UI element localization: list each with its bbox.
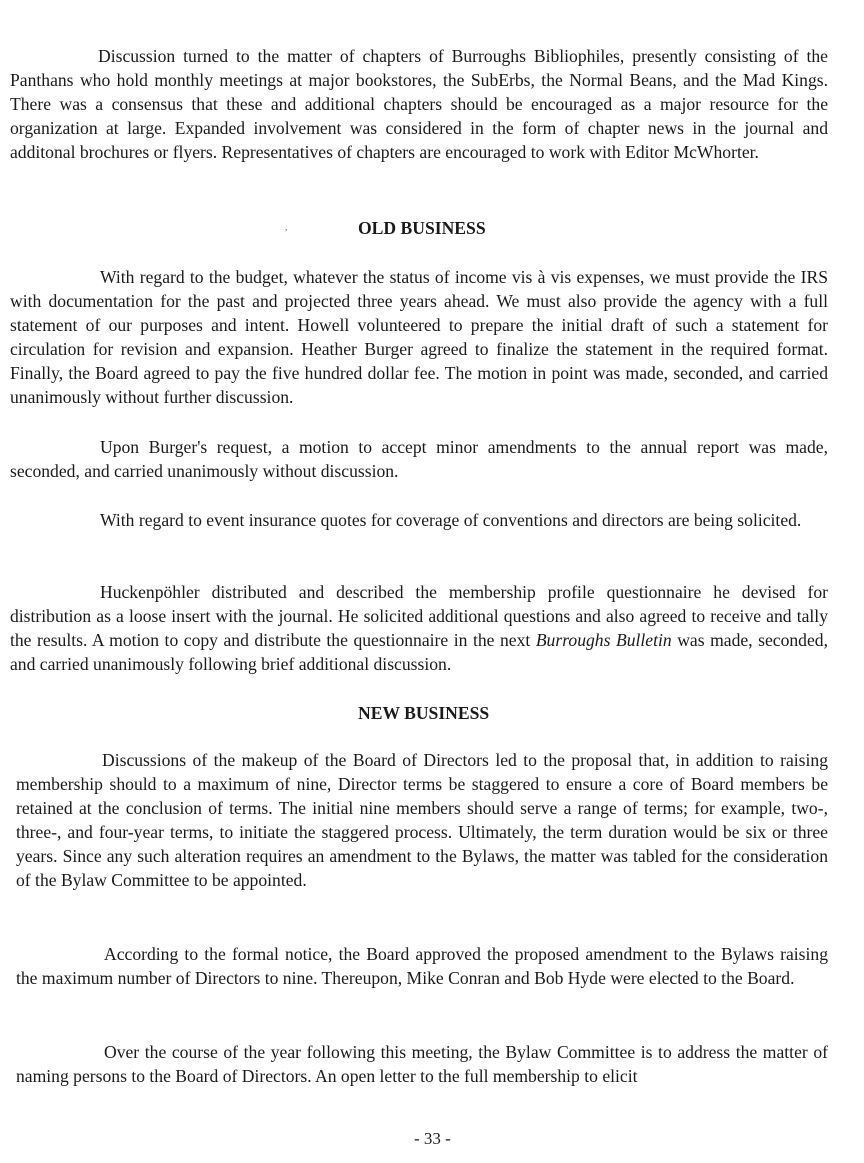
bulletin-title: Burroughs Bulletin <box>535 630 672 650</box>
paragraph-bylaws-amendment: According to the formal notice, the Board approved the proposed amendment to the Bylaws raising the maximum number of Directors to nine. Thereupon, Mike Conran and Bob Hyde were elected to the Board. <box>16 944 828 988</box>
questionnaire-text-end: was made, seconded, and carried unanimously following brief additional discussion. <box>10 630 828 674</box>
paragraph-budget: With regard to the budget, whatever the status of income vis à vis expenses, we must provide the IRS with documentation for the past and projected three years ahead. We must also provide the agency with a full statement of our purposes and intent. Howell volunteered to prepare the initial draft of such a statement for circulation for revision and expansion. Heather Burger agreed to finalize the statement in the required format. Finally, the Board agreed to pay the five hundred dollar fee. The motion in point was made, seconded, and carried unanimously without further discussion. <box>10 267 828 407</box>
page-number: - 33 - <box>414 1129 451 1148</box>
scan-speck: , <box>285 222 288 232</box>
paragraph-questionnaire <box>10 580 828 676</box>
paragraph-annual-report: Upon Burger's request, a motion to accept minor amendments to the annual report was made, seconded, and carried unanimously without discussion. <box>10 437 828 481</box>
paragraph-insurance: With regard to event insurance quotes for coverage of conventions and directors are being solicited. <box>100 510 802 530</box>
paragraph-chapters: Discussion turned to the matter of chapters of Burroughs Bibliophiles, presently consisting of the Panthans who hold monthly meetings at major bookstores, the SubErbs, the Normal Beans, and the Mad Kings. There was a consensus that these and additional chapters should be encouraged as a major resource for the organization at large. Expanded involvement was considered in the form of chapter news in the journal and additonal brochures or flyers. Representatives of chapters are encouraged to work with Editor McWhorter. <box>10 46 828 162</box>
heading-new-business: NEW BUSINESS <box>358 703 490 723</box>
heading-old-business: OLD BUSINESS <box>358 218 486 238</box>
questionnaire-text-start: Huckenpöhler distributed and described the membership profile questionnaire he devised for distribution as a loose insert with the journal. He solicited additional questions and also agreed to receive and tally the results. A motion to copy and distribute the questionnaire in the next <box>10 582 828 650</box>
paragraph-board-makeup: Discussions of the makeup of the Board of Directors led to the proposal that, in addition to raising membership should to a maximum of nine, Director terms be staggered to ensure a core of Board members be retained at the conclusion of terms. The initial nine members should serve a range of terms; for example, two-, three-, and four-year terms, to initiate the staggered process. Ultimately, the term duration would be six or three years. Since any such alteration requires an amendment to the Bylaws, the matter was tabled for the consideration of the Bylaw Committee to be appointed. <box>16 750 828 890</box>
paragraph-bylaw-committee: Over the course of the year following this meeting, the Bylaw Committee is to address the matter of naming persons to the Board of Directors. An open letter to the full membership to elicit <box>16 1042 828 1086</box>
